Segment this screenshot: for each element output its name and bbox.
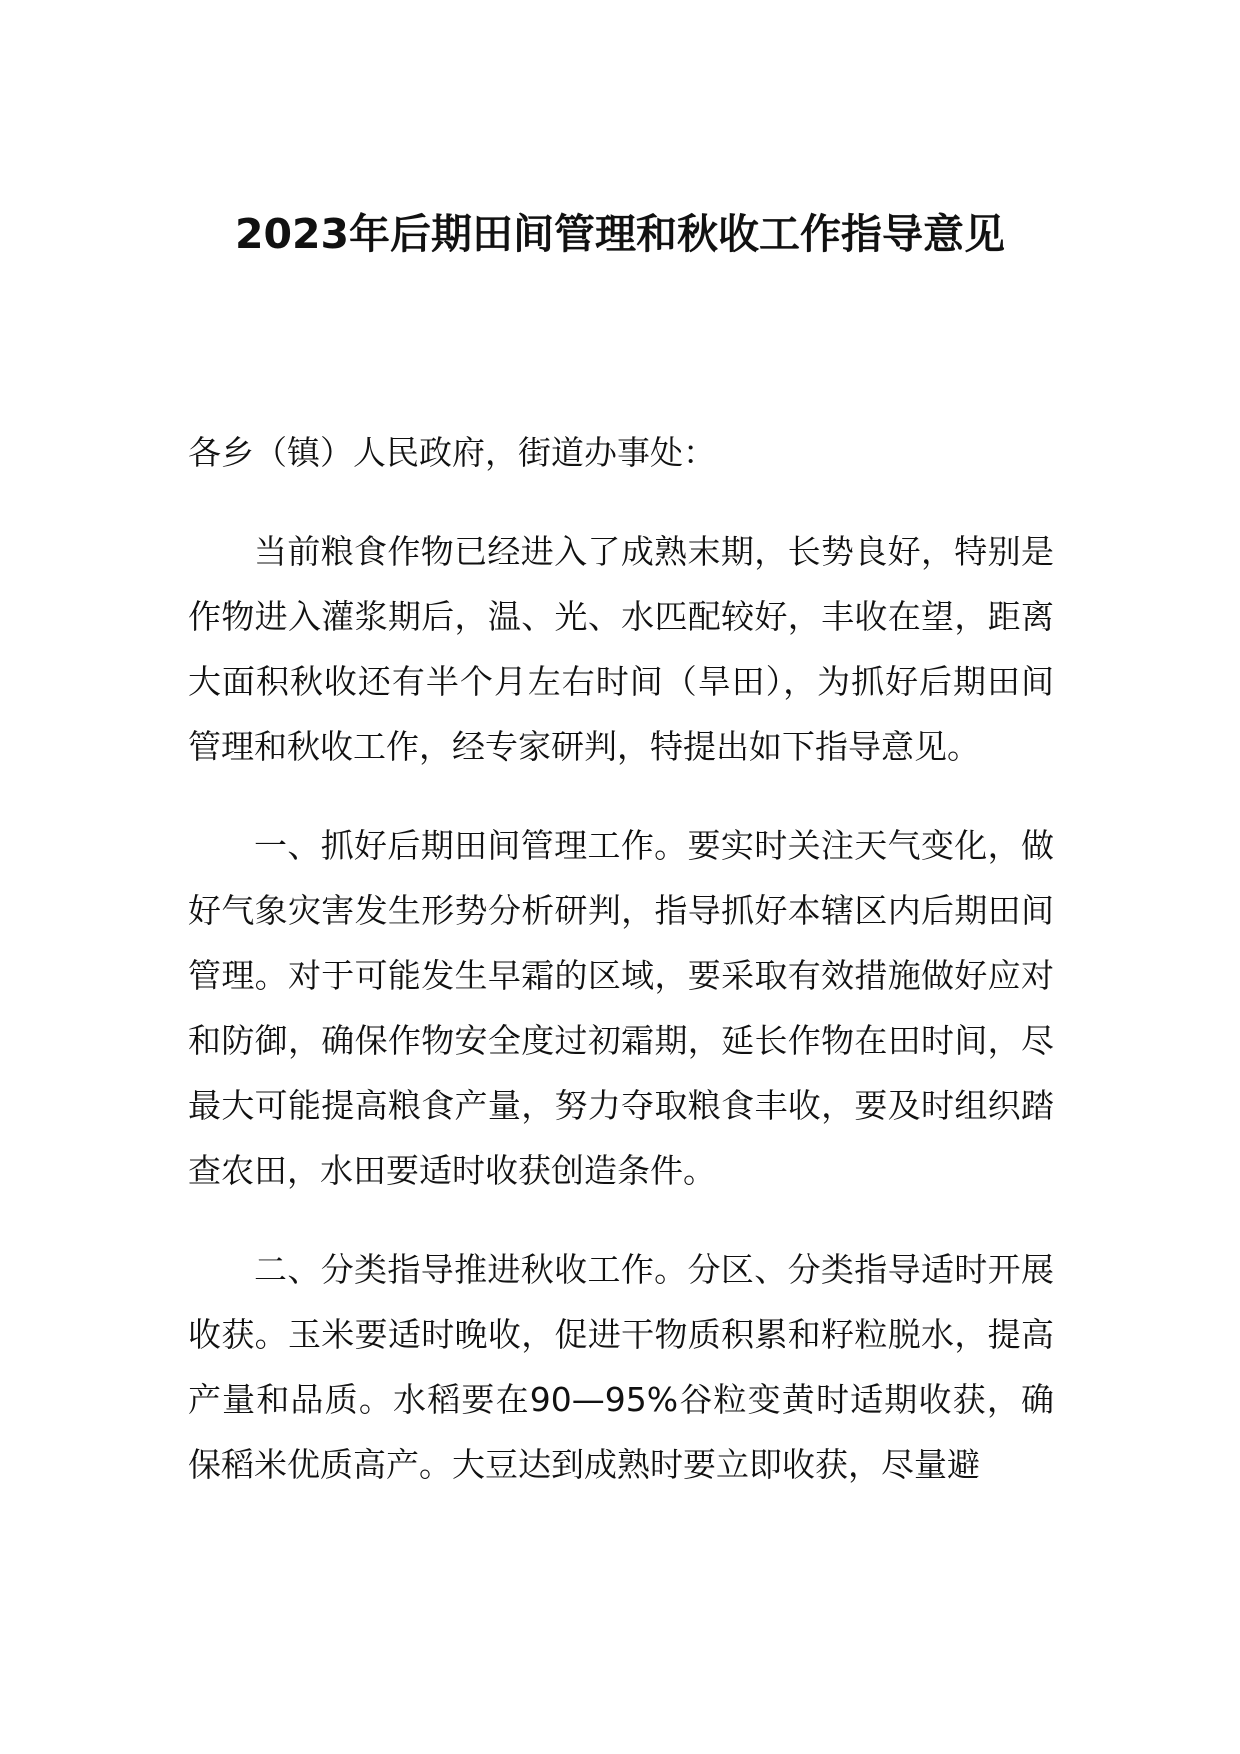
document-body: [188, 420, 1054, 1531]
paragraph-intro: 当前粮食作物已经进入了成熟末期，长势良好，特别是作物进入灌浆期后，温、光、水匹配较好，丰收在望，距离大面积秋收还有半个月左右时间（旱田），为抓好后期田间管理和秋收工作，经专家研判，特提出如下指导意见。: [188, 532, 1054, 766]
document-title: 2023年后期田间管理和秋收工作指导意见: [234, 210, 1006, 258]
paragraph-section-1: 一、抓好后期田间管理工作。要实时关注天气变化，做好气象灾害发生形势分析研判，指导抓好本辖区内后期田间管理。对于可能发生早霜的区域，要采取有效措施做好应对和防御，确保作物安全度过初霜期，延长作物在田时间，尽最大可能提高粮食产量，努力夺取粮食丰收，要及时组织踏查农田，水田要适时收获创造条件。: [188, 826, 1054, 1190]
paragraph-section-2: 二、分类指导推进秋收工作。分区、分类指导适时开展收获。玉米要适时晚收，促进干物质积累和籽粒脱水，提高产量和品质。水稻要在90—95%谷粒变黄时适期收获，确保稻米优质高产。大豆达到成熟时要立即收获，尽量避: [188, 1250, 1054, 1484]
salutation: 各乡（镇）人民政府，街道办事处：: [188, 433, 716, 472]
